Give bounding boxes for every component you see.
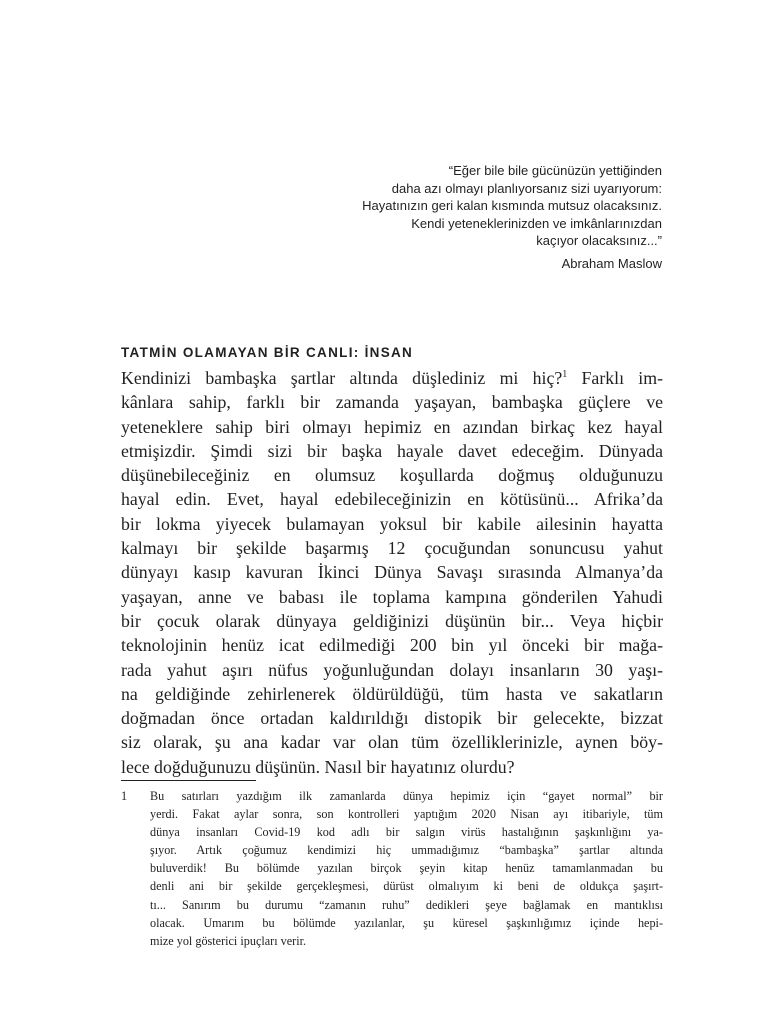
footnote-line: şıyor. Artık çoğumuz kendimizi hiç ummadığımız “bambaşka” şartlar altında (150, 843, 663, 858)
body-line (121, 366, 663, 390)
body-line: yaşayan, anne ve babası ile toplama kampına gönderilen Yahudi (121, 586, 663, 607)
body-line: kalmayı bir şekilde başarmış 12 çocuğundan sonuncusu yahut (121, 538, 663, 559)
body-line: rada yahut aşırı nüfus yoğunluğundan dolayı insanların 30 yaşı- (121, 659, 663, 680)
epigraph-line: “Eğer bile bile gücünüzün yettiğinden (448, 163, 662, 178)
body-line: düşünebileceğiniz en olumsuz koşullarda doğmuş olduğunuzu (121, 465, 663, 486)
body-line: lece doğduğunuzu düşünün. Nasıl bir hayatınız olurdu? (121, 756, 515, 777)
body-paragraph (121, 366, 663, 779)
footnote-line: tı... Sanırım bu durumu “zamanın ruhu” dedikleri şeye bağlamak en mantıklısı (150, 897, 663, 912)
footnote-line: dünya insanları Covid-19 kod adlı bir salgın virüs hastalığının şaşkınlığını ya- (150, 825, 663, 840)
footnote-line: buluverdik! Bu bölümde yazılan birçok şeyin kitap henüz tamamlanmadan bu (150, 861, 663, 876)
epigraph-line: daha azı olmayı planlıyorsanız sizi uyarıyorum: (391, 180, 662, 196)
epigraph-line: Kendi yeteneklerinizden ve imkânlarınızdan (411, 215, 662, 231)
footnote (150, 787, 663, 950)
body-line: na geldiğinde zehirlenerek öldürüldüğü, tüm hasta ve sakatların (121, 683, 663, 704)
epigraph-author: Abraham Maslow (561, 255, 662, 271)
body-line: etmişizdir. Şimdi sizi bir başka hayale davet edeceğim. Dünyada (121, 440, 663, 461)
body-line: bir çocuk olarak dünyaya geldiğinizi düşünün bir... Veya hiçbir (121, 610, 663, 631)
body-line: bir lokma yiyecek bulamayan yoksul bir kabile ailesinin hayatta (121, 513, 663, 534)
footnote-separator (121, 780, 256, 781)
footnote-line: Bu satırları yazdığım ilk zamanlarda dünya hepimiz için “gayet normal” bir (150, 789, 663, 803)
body-line: kânlara sahip, farklı bir zamanda yaşayan, bambaşka güçlere ve (121, 392, 663, 413)
epigraph-line: kaçıyor olacaksınız...” (536, 233, 662, 249)
footnote-line: yerdi. Fakat aylar sonra, son kontrolleri yaptığım 2020 Nisan ayı itibariyle, tüm (150, 807, 663, 822)
section-heading: TATMİN OLAMAYAN BİR CANLI: İNSAN (121, 345, 414, 360)
footnote-line: denli ani bir şekilde gerçekleşmesi, dürüst olmalıyım ki beni de oldukça şaşırt- (150, 879, 663, 894)
footnote-line: olacak. Umarım bu bölümde yazılanlar, şu küresel şaşkınlığımız içinde hepi- (150, 915, 663, 930)
body-line: teknolojinin henüz icat edilmediği 200 bin yıl önceki bir mağa- (121, 635, 663, 656)
footnote-number: 1 (121, 789, 128, 803)
body-line: hayal edin. Evet, hayal edebileceğinizin en kötüsünü... Afrika’da (121, 489, 663, 510)
epigraph-line: Hayatınızın geri kalan kısmında mutsuz olacaksınız. (362, 198, 662, 214)
body-line-text: Farklı im- (567, 368, 663, 388)
body-line: dünyayı kasıp kavuran İkinci Dünya Savaşı sırasında Almanya’da (121, 562, 663, 583)
body-line-text: Kendinizi bambaşka şartlar altında düşlediniz mi hiç? (121, 368, 563, 388)
footnote-reference: 1 (562, 369, 568, 380)
epigraph (142, 162, 662, 273)
footnote-line: mize yol gösterici ipuçları verir. (150, 933, 307, 948)
body-line: doğmadan önce ortadan kaldırıldığı distopik bir gelecekte, bizzat (121, 708, 663, 729)
body-line: yeteneklere sahip biri olmayı hepimiz en azından birkaç kez hayal (121, 416, 663, 437)
body-line: siz olarak, şu ana kadar var olan tüm özelliklerinizle, aynen böy- (121, 732, 663, 753)
